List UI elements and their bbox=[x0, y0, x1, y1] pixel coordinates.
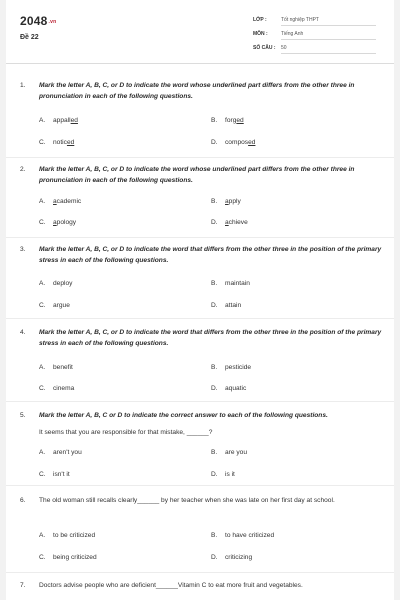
option-letter: D. bbox=[211, 471, 218, 478]
question-5 bbox=[20, 410, 382, 480]
option-c[interactable] bbox=[39, 552, 97, 563]
option-letter: B. bbox=[211, 280, 218, 287]
option-c[interactable] bbox=[39, 300, 70, 311]
option-text: argue bbox=[53, 302, 70, 309]
option-text: criticizing bbox=[225, 554, 253, 561]
question-divider bbox=[6, 157, 394, 158]
question-divider bbox=[6, 237, 394, 238]
site-logo[interactable] bbox=[20, 14, 56, 28]
option-text: notic bbox=[53, 139, 67, 146]
meta-key: LỚP : bbox=[253, 17, 267, 23]
option-letter: C. bbox=[39, 139, 46, 146]
question-number: 1. bbox=[20, 82, 26, 89]
meta-value: Tiếng Anh bbox=[281, 31, 376, 40]
question-number: 5. bbox=[20, 412, 26, 419]
option-letter: B. bbox=[211, 117, 218, 124]
option-text: isn't it bbox=[53, 471, 70, 478]
option-a[interactable] bbox=[39, 196, 81, 207]
option-text-rest: pply bbox=[228, 198, 241, 205]
option-letter: A. bbox=[39, 280, 46, 287]
question-divider bbox=[6, 401, 394, 402]
option-d[interactable] bbox=[211, 300, 241, 311]
option-text: forg bbox=[225, 117, 237, 124]
option-letter: D. bbox=[211, 139, 218, 146]
option-letter: A. bbox=[39, 117, 46, 124]
question-instruction: Mark the letter A, B, C, or D to indicate the word whose underlined part differs from the other three in pronunciation in each of the following questions. bbox=[39, 82, 355, 100]
option-text: deploy bbox=[53, 280, 73, 287]
option-text: attain bbox=[225, 302, 242, 309]
question-divider bbox=[6, 572, 394, 573]
option-letter: D. bbox=[211, 302, 218, 309]
option-letter: C. bbox=[39, 385, 46, 392]
header-divider bbox=[6, 63, 394, 64]
exam-title: Đề 22 bbox=[20, 34, 39, 41]
question-divider bbox=[6, 485, 394, 486]
option-letter: C. bbox=[39, 554, 46, 561]
option-c[interactable] bbox=[39, 383, 74, 394]
option-b[interactable] bbox=[211, 115, 244, 126]
option-d[interactable] bbox=[211, 217, 248, 228]
option-letter: B. bbox=[211, 449, 218, 456]
meta-count-row bbox=[253, 45, 376, 54]
option-d[interactable] bbox=[211, 383, 246, 394]
option-letter: C. bbox=[39, 471, 46, 478]
option-a[interactable] bbox=[39, 278, 72, 289]
option-d[interactable] bbox=[211, 469, 235, 480]
option-underlined: a bbox=[53, 198, 57, 205]
question-text: The old woman still recalls clearly______ by her teacher when she was late on her first day at school. bbox=[39, 497, 335, 504]
option-text-rest: pology bbox=[56, 219, 77, 226]
option-letter: A. bbox=[39, 449, 46, 456]
option-b[interactable] bbox=[211, 278, 250, 289]
question-4 bbox=[20, 327, 382, 397]
option-letter: D. bbox=[211, 385, 218, 392]
question-number: 6. bbox=[20, 497, 26, 504]
option-text: are you bbox=[225, 449, 247, 456]
question-number: 3. bbox=[20, 246, 26, 253]
option-underlined: ed bbox=[248, 139, 256, 146]
option-letter: B. bbox=[211, 364, 218, 371]
option-text: to have criticized bbox=[225, 532, 275, 539]
option-letter: A. bbox=[39, 364, 46, 371]
question-instruction: Mark the letter A, B, C, or D to indicate the word that differs from the other three in the position of the primary stress in each of the following questions. bbox=[39, 246, 382, 264]
option-text: cinema bbox=[53, 385, 75, 392]
option-c[interactable] bbox=[39, 469, 70, 480]
option-letter: B. bbox=[211, 532, 218, 539]
meta-value: Tốt nghiệp THPT bbox=[281, 17, 376, 26]
question-number: 7. bbox=[20, 582, 26, 589]
meta-subject-row bbox=[253, 31, 376, 40]
question-text: Doctors advise people who are deficient______Vitamin C to eat more fruit and vegetables. bbox=[39, 582, 303, 589]
option-a[interactable] bbox=[39, 447, 82, 458]
option-underlined: ed bbox=[66, 139, 75, 146]
meta-key: MÔN : bbox=[253, 31, 268, 37]
option-underlined: a bbox=[225, 198, 229, 205]
option-text: aren't you bbox=[53, 449, 82, 456]
option-c[interactable] bbox=[39, 217, 76, 228]
option-text: pesticide bbox=[225, 364, 252, 371]
question-number: 2. bbox=[20, 166, 26, 173]
meta-key: SỐ CÂU : bbox=[253, 45, 276, 51]
option-c[interactable] bbox=[39, 137, 74, 148]
option-text: aquatic bbox=[225, 385, 247, 392]
logo-text: 2048 bbox=[20, 14, 48, 28]
exam-header bbox=[6, 0, 394, 62]
question-3 bbox=[20, 244, 382, 314]
option-b[interactable] bbox=[211, 362, 251, 373]
option-text: to be criticized bbox=[53, 532, 96, 539]
option-text: maintain bbox=[225, 280, 250, 287]
question-1 bbox=[20, 80, 382, 150]
question-instruction: Mark the letter A, B, C, or D to indicate the word whose underlined part differs from the other three in pronunciation in each of the following questions. bbox=[39, 166, 355, 184]
option-text: compos bbox=[225, 139, 249, 146]
question-instruction: Mark the letter A, B, C or D to indicate the correct answer to each of the following questions. bbox=[39, 412, 328, 419]
option-text-rest: cademic bbox=[56, 198, 82, 205]
option-text: appall bbox=[53, 117, 71, 124]
option-letter: C. bbox=[39, 219, 46, 226]
question-2 bbox=[20, 164, 382, 234]
question-stem: It seems that you are responsible for that mistake, ______? bbox=[39, 429, 213, 436]
question-6 bbox=[20, 495, 382, 565]
option-a[interactable] bbox=[39, 530, 95, 541]
exam-page bbox=[6, 0, 394, 600]
option-letter: A. bbox=[39, 532, 46, 539]
option-underlined: a bbox=[225, 219, 229, 226]
option-letter: D. bbox=[211, 219, 218, 226]
option-d[interactable] bbox=[211, 552, 252, 563]
option-text: benefit bbox=[53, 364, 73, 371]
option-d[interactable] bbox=[211, 137, 255, 148]
option-underlined: ed bbox=[70, 117, 78, 124]
option-letter: A. bbox=[39, 198, 46, 205]
question-7 bbox=[20, 580, 382, 594]
option-b[interactable] bbox=[211, 530, 274, 541]
option-letter: C. bbox=[39, 302, 46, 309]
option-text: being criticized bbox=[53, 554, 97, 561]
option-a[interactable] bbox=[39, 115, 78, 126]
question-instruction: Mark the letter A, B, C, or D to indicate the word that differs from the other three in the position of the primary stress in each of the following questions. bbox=[39, 329, 382, 347]
option-letter: D. bbox=[211, 554, 218, 561]
option-b[interactable] bbox=[211, 196, 241, 207]
question-divider bbox=[6, 318, 394, 319]
meta-value: 50 bbox=[281, 45, 376, 54]
option-underlined: ed bbox=[236, 117, 244, 124]
option-text: is it bbox=[225, 471, 235, 478]
option-a[interactable] bbox=[39, 362, 73, 373]
option-b[interactable] bbox=[211, 447, 247, 458]
meta-class-row bbox=[253, 17, 376, 26]
logo-suffix: .vn bbox=[48, 19, 57, 25]
option-text-rest: chieve bbox=[228, 219, 248, 226]
option-underlined: a bbox=[53, 219, 57, 226]
option-letter: B. bbox=[211, 198, 218, 205]
question-number: 4. bbox=[20, 329, 26, 336]
